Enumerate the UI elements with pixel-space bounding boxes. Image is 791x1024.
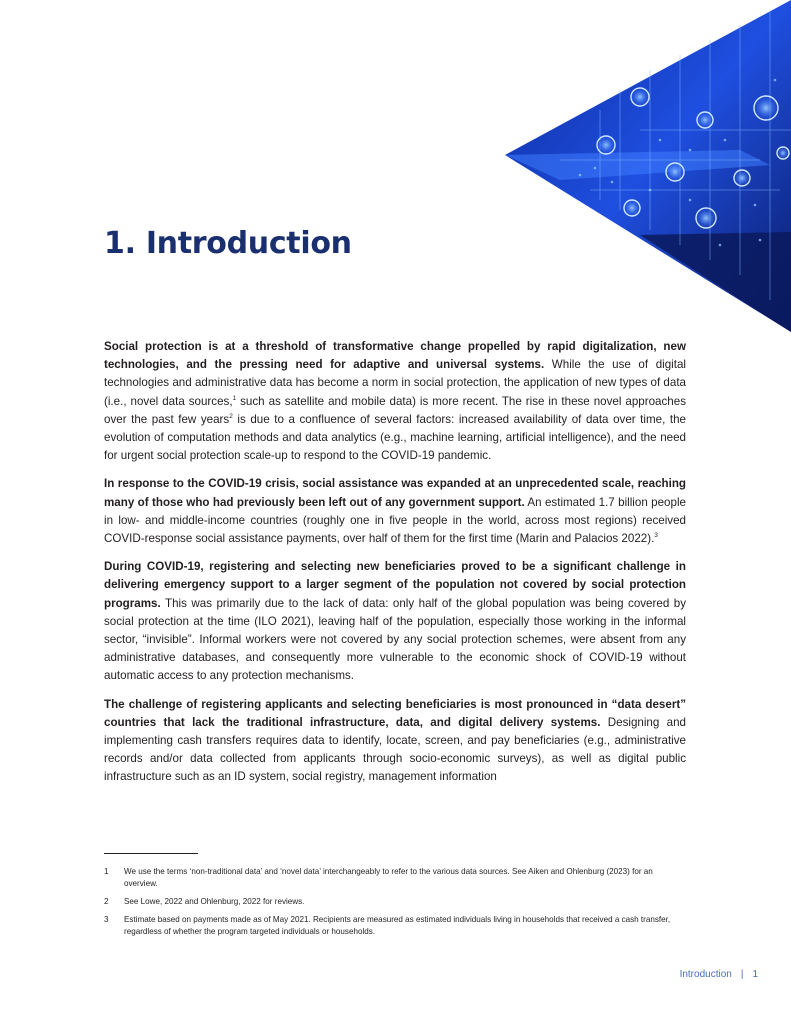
paragraph-text: An estimated 1.7 billion people in low- and middle-income countries (roughly one in five people in the world, across most regions) received COVID-response social assistance payments, over half of them for the first time (Marin and Palacios 2022). — [104, 495, 686, 546]
footnote-ref[interactable]: 2 — [229, 412, 233, 420]
footnote-number: 3 — [104, 915, 109, 924]
footnote-divider — [104, 853, 198, 854]
footnote-text: Estimate based on payments made as of May 2021. Recipients are measured as estimated individuals living in households that received a cash transfer, regardless of whether the program targeted individuals or households. — [124, 915, 671, 936]
page-number: 1 — [752, 969, 758, 980]
paragraph-lead: The challenge of registering applicants and selecting beneficiaries is most pronounced in “data desert” countries that lack the traditional infrastructure, data, and digital delivery systems. — [104, 697, 686, 729]
footnote-item — [104, 914, 686, 938]
footnote-item — [104, 896, 686, 908]
footer-section-label: Introduction — [679, 969, 732, 980]
paragraph-lead: During COVID-19, registering and selecting new beneficiaries proved to be a significant challenge in delivering emergency support to a larger segment of the population not covered by social protection programs. — [104, 560, 686, 610]
footnote-number: 2 — [104, 897, 109, 906]
paragraph-2 — [104, 475, 686, 548]
body-text — [104, 338, 686, 797]
banner-dark-strip — [640, 232, 791, 332]
paragraph-3 — [104, 558, 686, 685]
paragraph-text: This was primarily due to the lack of data: only half of the global population was being covered by social protection at the time (ILO 2021), leaving half of the population, especially those working in the informal sector, “invisible”. Informal workers were not covered by any social protection schemes, were absent from any administrative databases, and consequently more vulnerable to the economic shock of COVID-19 without automatic access to any protection mechanisms. — [104, 596, 686, 683]
footer-separator: | — [740, 969, 744, 980]
footnote-ref[interactable]: 3 — [654, 532, 658, 540]
page-title: 1. Introduction — [104, 226, 352, 261]
footnote-number: 1 — [104, 867, 109, 876]
paragraph-lead: Social protection is at a threshold of transformative change propelled by rapid digitalization, new technologies, and the pressing need for adaptive and universal systems. — [104, 340, 686, 372]
paragraph-lead: In response to the COVID-19 crisis, social assistance was expanded at an unprecedented scale, reaching many of those who had previously been left out of any government support. — [104, 477, 686, 509]
footnote-text: See Lowe, 2022 and Ohlenburg, 2022 for reviews. — [124, 897, 305, 906]
footnote-ref[interactable]: 1 — [232, 394, 237, 402]
footnotes — [104, 866, 686, 944]
paragraph-text: Designing and implementing cash transfers requires data to identify, locate, screen, and pay beneficiaries (e.g., administrative records and/or data collected from applicants through socio-economic surveys), as well as digital public infrastructure such as an ID system, social registry, management information — [104, 715, 686, 784]
paragraph-4 — [104, 696, 686, 787]
paragraph-text: such as satellite and mobile data) is more recent. The rise in these novel approaches over the past few years — [104, 394, 686, 426]
page-footer — [680, 969, 758, 980]
paragraph-text: is due to a confluence of several factors: increased availability of data over time, the evolution of computation methods and data analytics (e.g., machine learning, artificial intelligence), and the need for urgent social protection scale-up to respond to the COVID-19 pandemic. — [104, 412, 686, 463]
paragraph-1 — [104, 338, 686, 465]
footnote-text: We use the terms ‘non-traditional data’ and ‘novel data’ interchangeably to refer to the various data sources. See Aiken and Ohlenburg (2023) for an overview. — [124, 867, 653, 888]
header-banner-image — [0, 0, 791, 340]
paragraph-text: While the use of digital technologies and administrative data has become a norm in social protection, the application of new types of data (i.e., novel data sources, — [104, 358, 686, 408]
footnote-item — [104, 866, 686, 890]
